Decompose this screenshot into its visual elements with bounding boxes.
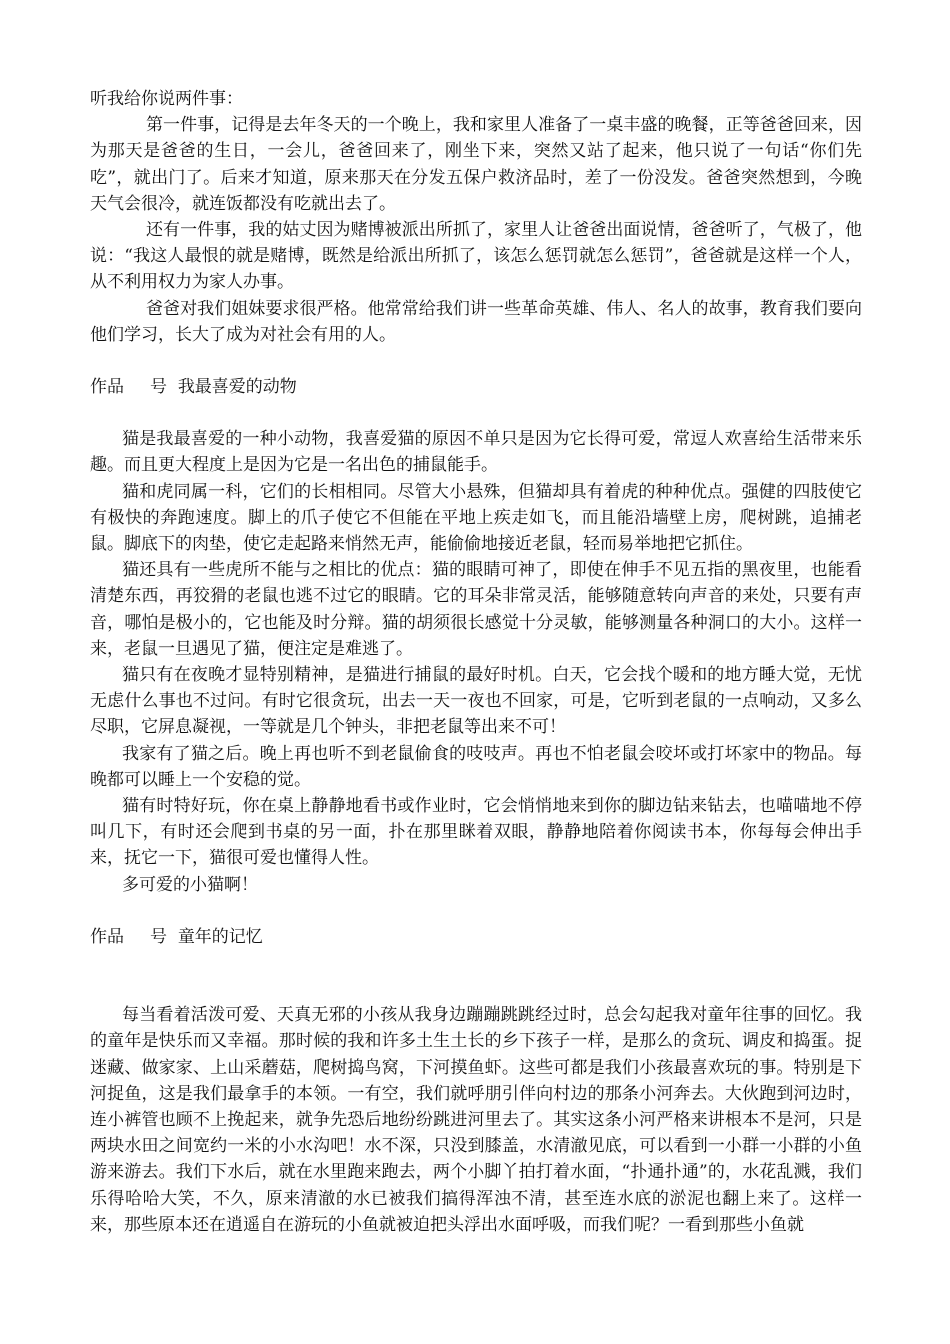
section3-heading	[90, 924, 862, 950]
section3-paragraph: 每当看着活泼可爱、天真无邪的小孩从我身边蹦蹦跳跳经过时，总会勾起我对童年往事的回忆。我的童年是快乐而又幸福。那时候的我和许多土生土长的乡下孩子一样，是那么的贪玩、调皮和捣蛋。捉迷藏、做家家、上山采蘑菇，爬树捣鸟窝，下河摸鱼虾。这些可都是我们小孩最喜欢玩的事。特别是下河捉鱼，这是我们最拿手的本领。一有空，我们就呼朋引伴向村边的那条小河奔去。大伙跑到河边时，连小裤管也顾不上挽起来，就争先恐后地纷纷跳进河里去了。其实这条小河严格来讲根本不是河，只是两块水田之间宽约一米的小水沟吧！水不深，只没到膝盖，水清澈见底，可以看到一小群一小群的小鱼游来游去。我们下水后，就在水里跑来跑去，两个小脚丫拍打着水面，“扑通扑通”的，水花乱溅，我们乐得哈哈大笑，不久，原来清澈的水已被我们搞得浑浊不清，甚至连水底的淤泥也翻上来了。这样一来，那些原本还在逍遥自在游玩的小鱼就被迫把头浮出水面呼吸，而我们呢？一看到那些小鱼就	[90, 1005, 862, 1235]
section2-paragraph: 猫只有在夜晚才显特别精神，是猫进行捕鼠的最好时机。白天，它会找个暖和的地方睡大觉，无忧无虑什么事也不过问。有时它很贪玩，出去一天一夜也不回家，可是，它听到老鼠的一点响动，又多么尽职，它屏息凝视，一等就是几个钟头，非把老鼠等出来不可！	[90, 665, 862, 738]
spacer	[90, 950, 862, 1002]
section1-paragraph: 第一件事，记得是去年冬天的一个晚上，我和家里人准备了一桌丰盛的晚餐，正等爸爸回来，因为那天是爸爸的生日，一会儿，爸爸回来了，刚坐下来，突然又站了起来，他只说了一句话“你们先吃”，就出门了。后来才知道，原来那天在分发五保户救济品时，差了一份没发。爸爸突然想到，今晚天气会很冷，就连饭都没有吃就出去了。	[90, 115, 862, 214]
section2-paragraph: 猫是我最喜爱的一种小动物，我喜爱猫的原因不单只是因为它长得可爱，常逗人欢喜给生活带来乐趣。而且更大程度上是因为它是一名出色的捕鼠能手。	[90, 429, 862, 476]
section2-paragraph: 我家有了猫之后。晚上再也听不到老鼠偷食的吱吱声。再也不怕老鼠会咬坏或打坏家中的物品。每晚都可以睡上一个安稳的觉。	[90, 743, 862, 790]
section1-intro: 听我给你说两件事：	[90, 89, 243, 109]
section3-title: 童年的记忆	[177, 926, 263, 947]
document-page	[90, 86, 862, 1238]
section2-number-suffix: 号	[150, 377, 167, 398]
section2-label: 作品	[90, 377, 124, 398]
spacer	[90, 400, 862, 426]
section3-label: 作品	[90, 926, 124, 947]
section2-paragraph: 猫和虎同属一科，它们的长相相同。尽管大小悬殊，但猫却具有着虎的种种优点。强健的四肢使它有极快的奔跑速度。脚上的爪子使它不但能在平地上疾走如飞，而且能沿墙壁上房，爬树跳，追捕老鼠。脚底下的肉垫，使它走起路来悄然无声，能偷偷地接近老鼠，轻而易举地把它抓住。	[90, 481, 862, 555]
section2-heading	[90, 374, 862, 400]
section2-paragraph: 猫还具有一些虎所不能与之相比的优点：猫的眼睛可神了，即使在伸手不见五指的黑夜里，也能看清楚东西，再狡猾的老鼠也逃不过它的眼睛。它的耳朵非常灵活，能够随意转向声音的来处，只要有声音，哪怕是极小的，它也能及时分辩。猫的胡须很长感觉十分灵敏，能够测量各种洞口的大小。这样一来，老鼠一旦遇见了猫，便注定是难逃了。	[90, 560, 862, 659]
section2-title: 我最喜爱的动物	[177, 377, 297, 398]
section2-paragraph: 猫有时特好玩，你在桌上静静地看书或作业时，它会悄悄地来到你的脚边钻来钻去，也喵喵地不停叫几下，有时还会爬到书桌的另一面，扑在那里眯着双眼，静静地陪着你阅读书本，你每每会伸出手来，抚它一下，猫很可爱也懂得人性。	[90, 796, 862, 869]
section3-number-suffix: 号	[150, 926, 167, 947]
section1-paragraph: 爸爸对我们姐妹要求很严格。他常常给我们讲一些革命英雄、伟人、名人的故事，教育我们要向他们学习，长大了成为对社会有用的人。	[90, 298, 862, 345]
spacer	[90, 348, 862, 374]
spacer	[90, 898, 862, 924]
section2-paragraph: 多可爱的小猫啊！	[122, 874, 258, 895]
section1-paragraph: 还有一件事，我的姑丈因为赌博被派出所抓了，家里人让爸爸出面说情，爸爸听了，气极了，他说：“我这人最恨的就是赌博，既然是给派出所抓了，该怎么惩罚就怎么惩罚”，爸爸就是这样一个人，从不利用权力为家人办事。	[90, 220, 862, 293]
